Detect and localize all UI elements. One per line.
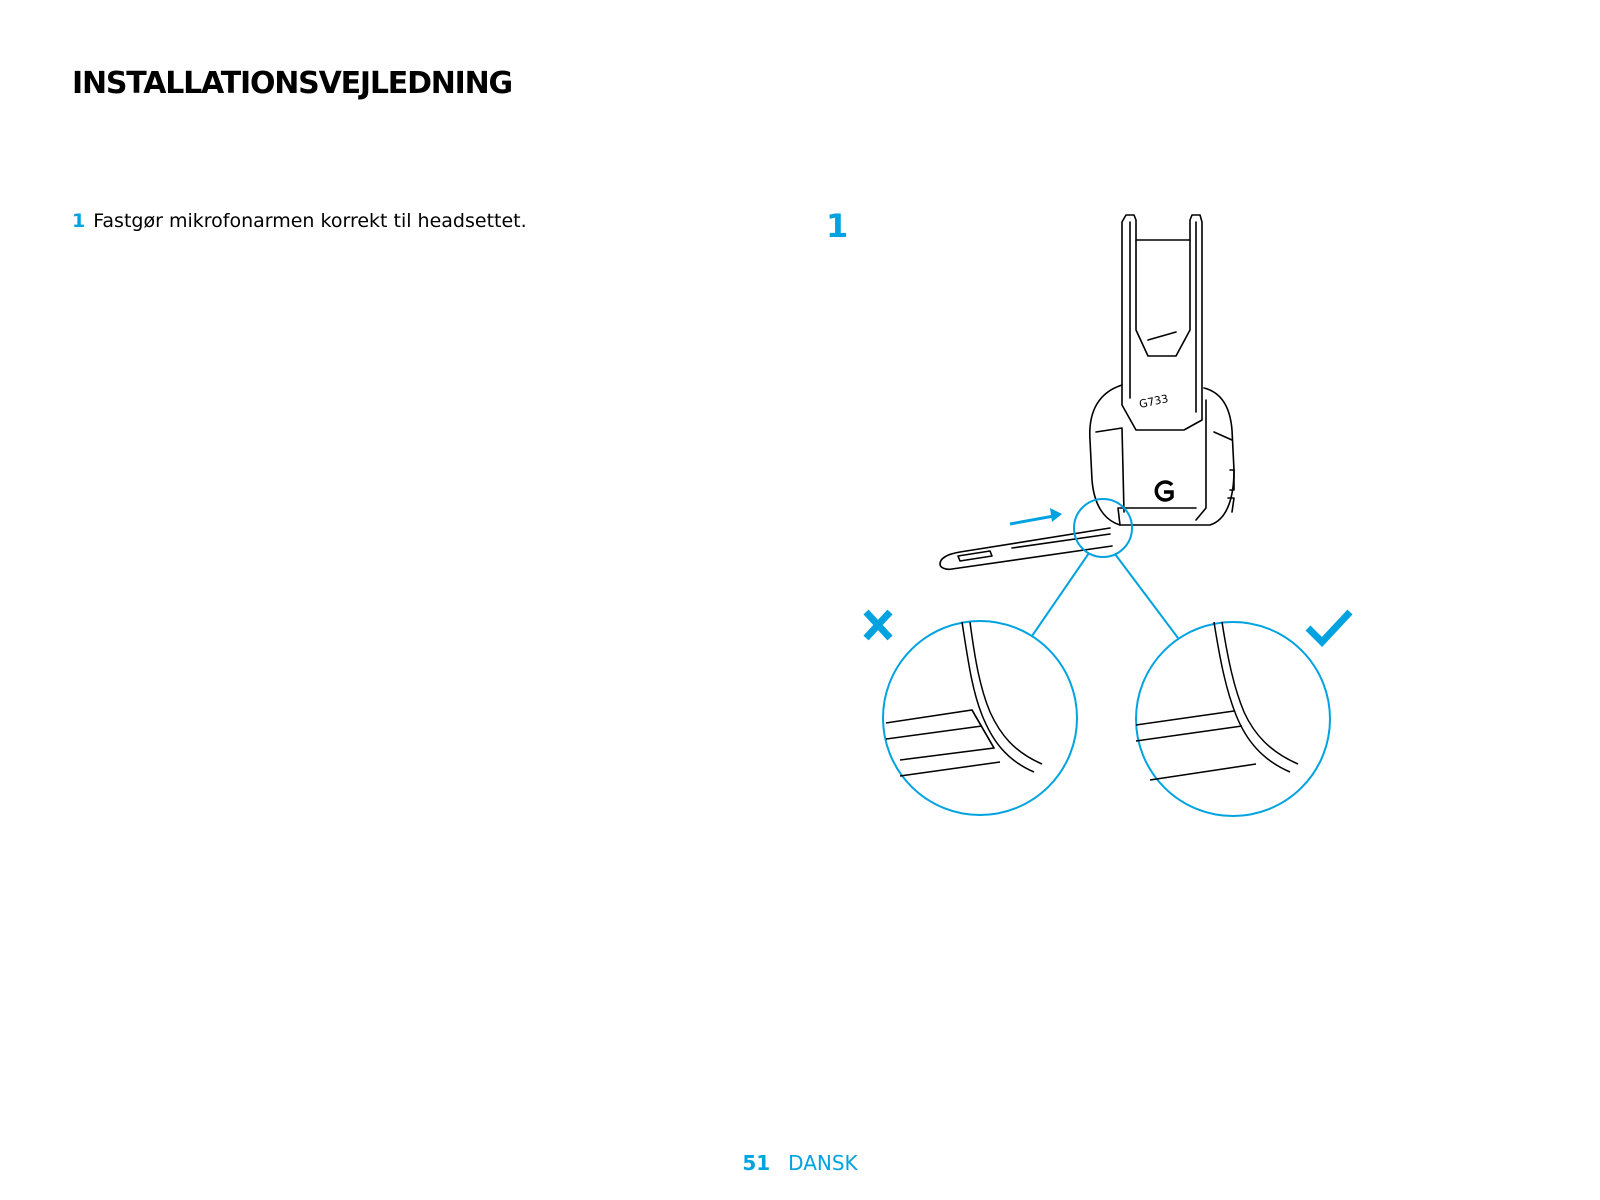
model-label: G733 <box>1137 392 1170 411</box>
language-label: DANSK <box>788 1151 858 1175</box>
page-footer <box>0 1150 1600 1176</box>
highlight-circle <box>1074 499 1132 557</box>
right-detail <box>1136 622 1330 816</box>
connector-right <box>1115 554 1178 638</box>
step-item <box>72 208 527 234</box>
connector-left <box>1032 553 1089 636</box>
step-text: Fastgør mikrofonarmen korrekt til headsettet. <box>93 210 527 232</box>
page-number: 51 <box>742 1151 771 1175</box>
page-title: INSTALLATIONSVEJLEDNING <box>72 66 512 101</box>
wrong-detail <box>883 621 1077 815</box>
headset-drawing <box>940 215 1234 569</box>
step-number: 1 <box>72 210 86 232</box>
cross-icon <box>866 612 890 638</box>
checkmark-icon <box>1308 612 1350 642</box>
logitech-g-logo <box>1156 482 1172 500</box>
figure-number: 1 <box>826 207 849 245</box>
insert-arrow-icon <box>1010 508 1062 524</box>
headset-illustration <box>840 200 1360 830</box>
